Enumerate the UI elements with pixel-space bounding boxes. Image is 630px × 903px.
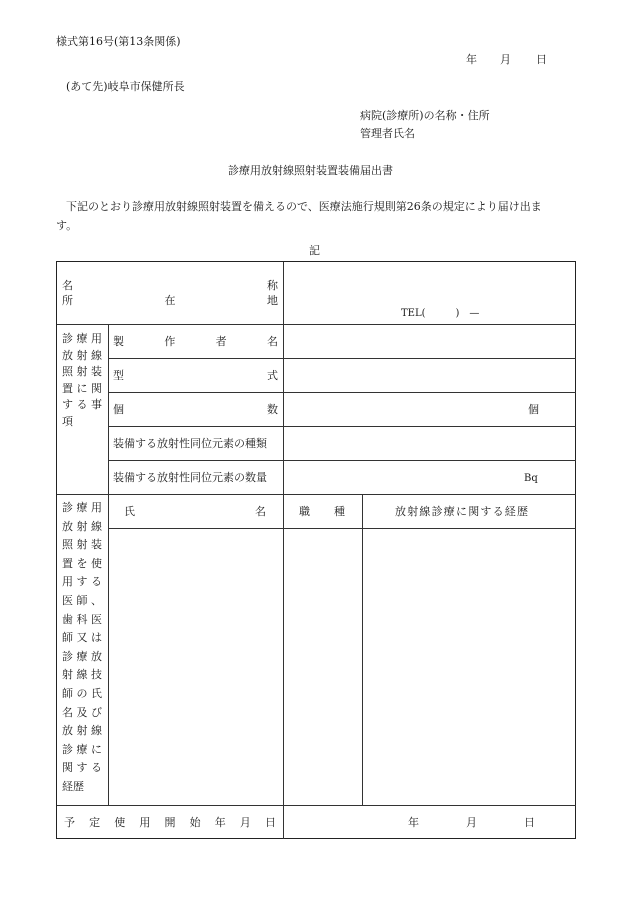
operator-section-line: 照射装	[62, 538, 102, 552]
operator-section-line: 用する	[62, 575, 102, 589]
manufacturer-label-char: 製	[113, 335, 124, 348]
operator-section-line: 射線技	[62, 668, 102, 682]
col-job-char: 職	[299, 505, 310, 518]
count-label-char: 数	[267, 403, 278, 416]
address-label	[62, 294, 278, 307]
device-section-line: する事	[62, 398, 102, 412]
column-divider	[283, 324, 284, 495]
row-divider	[57, 494, 576, 495]
column-divider	[283, 805, 284, 839]
column-divider	[283, 494, 284, 805]
document-title: 診療用放射線照射装置装備届出書	[228, 164, 393, 177]
column-divider	[283, 262, 284, 324]
address-label-char: 地	[267, 294, 278, 307]
form-number: 様式第16号(第13条関係)	[56, 35, 181, 48]
count-label	[113, 403, 278, 416]
operator-section-line: 医師、	[62, 593, 102, 607]
operator-section-line: 経歴	[62, 779, 84, 793]
row-divider	[108, 392, 576, 393]
start-date-char: 使	[114, 816, 126, 829]
tel-field: TEL( ) —	[401, 308, 480, 319]
device-section-line: 診療用	[62, 332, 102, 345]
row-divider	[108, 528, 576, 529]
count-unit: 個	[528, 403, 539, 416]
operator-section-line: 名及び	[62, 705, 102, 719]
column-divider	[362, 494, 363, 805]
isotope-amount-label: 装備する放射性同位元素の数量	[113, 471, 267, 484]
hospital-name-address-label: 病院(診療所)の名称・住所	[360, 109, 490, 122]
model-label-char: 式	[267, 369, 278, 382]
start-date-char: 月	[239, 816, 251, 829]
address-label-char: 在	[164, 294, 176, 307]
operator-section-line: 師の氏	[62, 686, 102, 700]
start-date-day: 日	[524, 816, 535, 829]
header-date-day: 日	[536, 53, 547, 66]
column-divider	[108, 324, 109, 805]
start-date-label	[64, 816, 276, 829]
device-section-label	[62, 331, 102, 431]
start-date-char: 始	[189, 816, 201, 829]
start-date-char: 定	[89, 816, 101, 829]
form-table	[56, 261, 576, 839]
row-divider	[108, 426, 576, 427]
name-label-char: 称	[267, 279, 278, 292]
device-section-line: 放射線	[62, 348, 102, 362]
operator-section-line: 師又は	[62, 631, 102, 645]
start-date-char: 予	[64, 816, 75, 829]
count-label-char: 個	[113, 403, 124, 416]
operator-section-line: 診療に	[62, 742, 102, 756]
manufacturer-label-char: 作	[164, 335, 176, 348]
amount-unit: Bq	[524, 473, 538, 484]
operator-section-label	[62, 499, 102, 797]
col-name-header	[124, 505, 266, 518]
body-text-line-1: 下記のとおり診療用放射線照射装置を備えるので、医療法施行規則第26条の規定により届け出ま	[66, 200, 542, 213]
operator-section-line: 置を使	[62, 556, 102, 570]
row-divider	[108, 460, 576, 461]
name-label-char: 名	[62, 279, 73, 292]
manufacturer-label-char: 名	[266, 335, 278, 348]
manufacturer-label-char: 者	[215, 335, 227, 348]
header-date-month: 月	[500, 53, 511, 66]
address-label-char: 所	[62, 294, 73, 307]
manager-name-label: 管理者氏名	[360, 127, 415, 140]
start-date-char: 用	[139, 816, 151, 829]
start-date-month: 月	[466, 816, 477, 829]
device-section-line: 置に関	[62, 381, 102, 395]
row-divider	[57, 324, 576, 325]
start-date-char: 開	[164, 816, 176, 829]
manufacturer-label	[113, 335, 278, 348]
col-job-char: 種	[334, 505, 345, 518]
col-name-char: 氏	[124, 505, 135, 518]
operator-section-line: 診療用	[62, 501, 102, 514]
row-divider	[108, 358, 576, 359]
ki-label: 記	[309, 244, 320, 257]
name-label	[62, 279, 278, 292]
row-divider	[57, 805, 576, 806]
operator-section-line: 関する	[62, 761, 102, 775]
model-label-char: 型	[113, 369, 124, 382]
operator-section-line: 診療放	[62, 649, 102, 663]
device-section-line: 項	[62, 414, 73, 428]
header-date-year: 年	[466, 53, 477, 66]
body-text-line-2: す。	[56, 219, 78, 232]
operator-section-line: 歯科医	[62, 612, 102, 626]
col-history-header: 放射線診療に関する経歴	[395, 505, 530, 518]
col-job-header	[299, 505, 345, 518]
addressee: (あて先)岐阜市保健所長	[66, 80, 185, 93]
start-date-year: 年	[408, 816, 419, 829]
device-section-line: 照射装	[62, 365, 102, 379]
start-date-char: 年	[214, 816, 226, 829]
operator-section-line: 放射線	[62, 724, 102, 738]
isotope-type-label: 装備する放射性同位元素の種類	[113, 437, 267, 450]
operator-section-line: 放射線	[62, 519, 102, 533]
model-label	[113, 369, 278, 382]
col-name-char: 名	[255, 505, 266, 518]
start-date-char: 日	[265, 816, 276, 829]
